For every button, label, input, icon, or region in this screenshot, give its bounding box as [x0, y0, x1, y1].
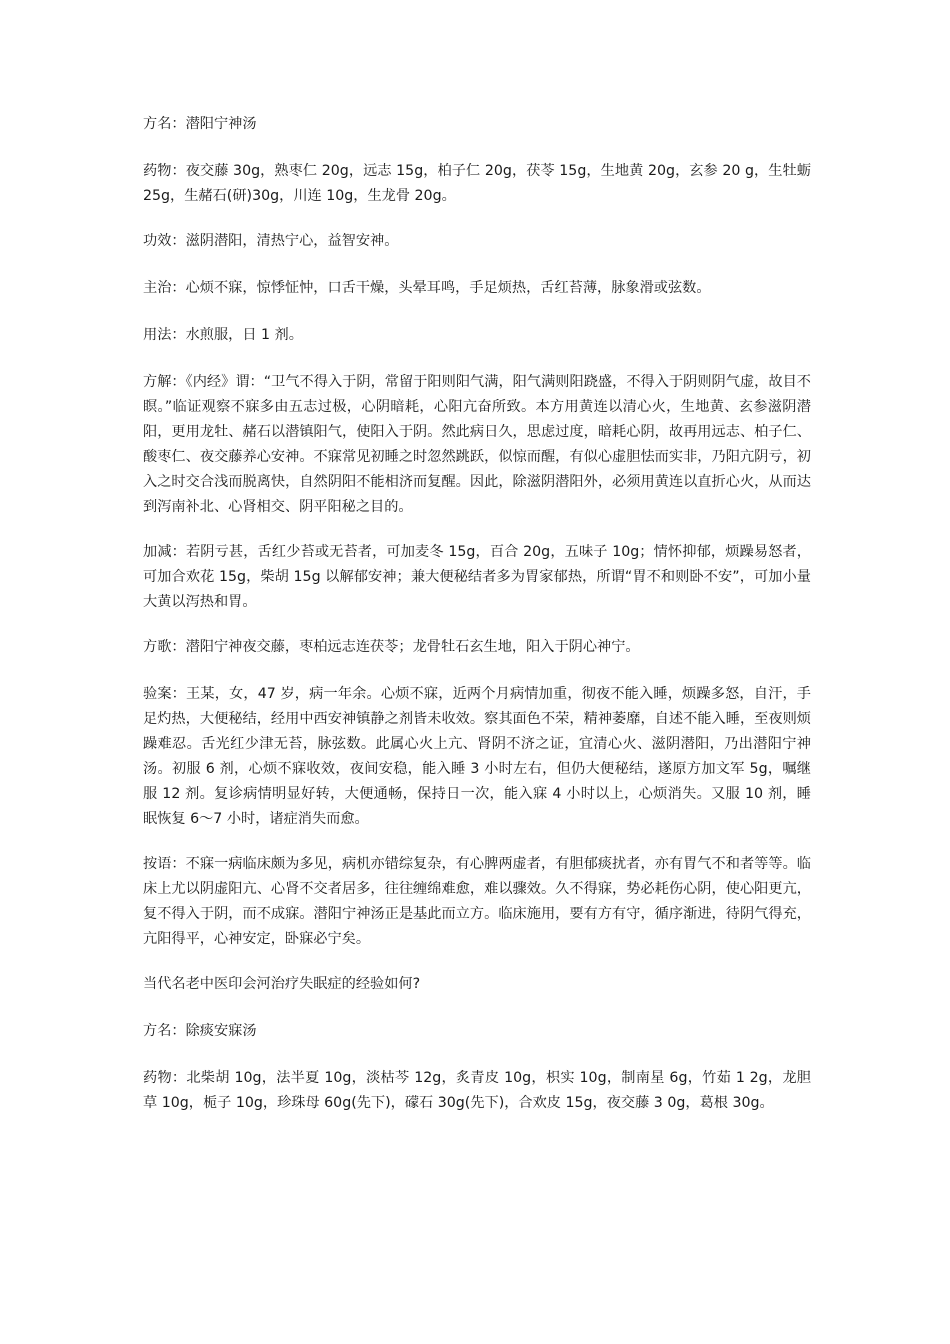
section-question: 当代名老中医印会河治疗失眠症的经验如何? [143, 976, 421, 992]
commentary-1: 按语：不寐一病临床颇为多见，病机亦错综复杂，有心脾两虚者，有胆郁痰扰者，亦有胃气不和者等等。临床上尤以阴虚阳亢、心肾不交者居多，往往缠绵难愈，难以骤效。久不得寐，势必耗伤心阴，使心阳更亢，复不得入于阴，而不成寐。潜阳宁神汤正是基此而立方。临床施用，要有方有守，循序渐进，待阴气得充，亢阳得平，心神安定，卧寐必宁矣。 [143, 856, 811, 947]
effects-1: 功效：滋阴潜阳，清热宁心，益智安神。 [143, 233, 399, 249]
indications-1: 主治：心烦不寐，惊悸怔忡，口舌干燥，头晕耳鸣，手足烦热，舌红苔薄，脉象滑或弦数。 [143, 280, 711, 296]
ingredients-1: 药物：夜交藤 30g，熟枣仁 20g，远志 15g，柏子仁 20g，茯苓 15g，生地黄 20g，玄参 20 g，生牡蛎 25g，生赭石(研)30g，川连 10g，生龙骨 20g。 [143, 163, 811, 204]
modifications-1: 加减：若阴亏甚，舌红少苔或无苔者，可加麦冬 15g，百合 20g，五味子 10g；情怀抑郁，烦躁易怒者，可加合欢花 15g，柴胡 15g 以解郁安神；兼大便秘结者多为胃家郁热，所谓“胃不和则卧不安”，可加小量大黄以泻热和胃。 [143, 544, 811, 610]
document-page [143, 112, 811, 1136]
ingredients-2: 药物：北柴胡 10g，法半夏 10g，淡枯芩 12g，炙青皮 10g，枳实 10g，制南星 6g，竹茹 1 2g，龙胆草 10g，栀子 10g，珍珠母 60g(先下)，礞石 30g(先下)，合欢皮 15g，夜交藤 3 0g，葛根 30g。 [143, 1070, 811, 1111]
case-study-1: 验案：王某，女，47 岁，病一年余。心烦不寐，近两个月病情加重，彻夜不能入睡，烦躁多怒，自汗，手足灼热，大便秘结，经用中西安神镇静之剂皆未收效。察其面色不荣，精神萎靡，自述不能入睡，至夜则烦躁难忍。舌光红少津无苔，脉弦数。此属心火上亢、肾阴不济之证，宜清心火、滋阴潜阳，乃出潜阳宁神汤。初服 6 剂，心烦不寐收效，夜间安稳，能入睡 3 小时左右，但仍大便秘结，遂原方加文军 5g，嘱继服 12 剂。复诊病情明显好转，大便通畅，保持日一次，能入寐 4 小时以上，心烦消失。又服 10 剂，睡眠恢复 6～7 小时，诸症消失而愈。 [143, 686, 811, 827]
formula-name-1: 方名：潜阳宁神汤 [143, 116, 257, 132]
formula-verse-1: 方歌：潜阳宁神夜交藤，枣柏远志连茯苓；龙骨牡石玄生地，阳入于阴心神宁。 [143, 639, 640, 655]
formula-name-2: 方名：除痰安寐汤 [143, 1023, 257, 1039]
usage-1: 用法：水煎服，日 1 剂。 [143, 327, 303, 343]
formula-explanation-1: 方解：《内经》谓：“卫气不得入于阴，常留于阳则阳气满，阳气满则阳跷盛，不得入于阴则阴气虚，故目不瞑。”临证观察不寐多由五志过极，心阴暗耗，心阳亢奋所致。本方用黄连以清心火，生地黄、玄参滋阴潜阳，更用龙牡、赭石以潜镇阳气，使阳入于阴。然此病日久，思虑过度，暗耗心阴，故再用远志、柏子仁、酸枣仁、夜交藤养心安神。不寐常见初睡之时忽然跳跃，似惊而醒，有似心虚胆怯而实非，乃阳亢阴亏，初入之时交合浅而脱离快，自然阴阳不能相济而复醒。因此，除滋阴潜阳外，必须用黄连以直折心火，从而达到泻南补北、心肾相交、阴平阳秘之目的。 [143, 374, 811, 515]
